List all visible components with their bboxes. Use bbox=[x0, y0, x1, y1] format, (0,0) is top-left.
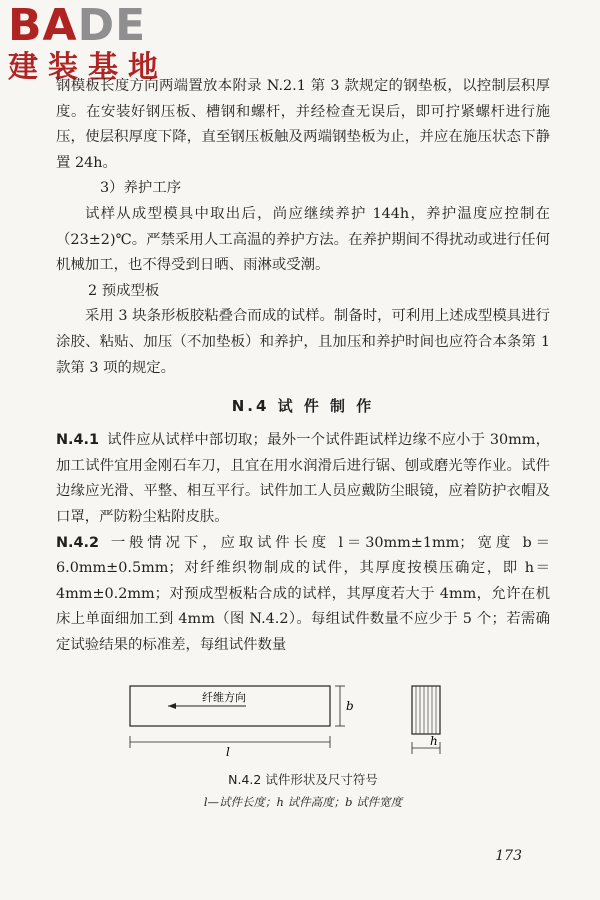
arrow-head bbox=[168, 703, 176, 709]
figure-caption: N.4.2 试件形状及尺寸符号 bbox=[228, 772, 378, 787]
section-title: N.4 试 件 制 作 bbox=[231, 397, 375, 416]
clause-n42 bbox=[56, 531, 550, 659]
dim-l-label: l bbox=[226, 745, 230, 759]
paragraph-curing: 试样从成型模具中取出后，尚应继续养护 144h，养护温度应控制在（23±2)℃。严禁采用人工高温的养护方法。在养护期间不得扰动或进行任何机械加工，也不得受到日晒、雨淋或受潮。 bbox=[56, 205, 550, 274]
paragraph-mold-pressing: 钢模板长度方向两端置放本附录 N.2.1 第 3 款规定的钢垫板，以控制层积厚度。在安装好钢压板、槽钢和螺杆，并经检查无误后，即可拧紧螺杆进行施压，使层积厚度下降，直至钢压板触及两端钢垫板为止，并应在施压状态下静置 24h。 bbox=[56, 78, 550, 171]
logo-chinese-name: 建装基地 bbox=[8, 50, 168, 85]
clause-text: 一般情况下，应取试件长度 l＝30mm±1mm；宽度 b＝6.0mm±0.5mm；对纤维织物制成的试件，其厚度按模压确定，即 h＝4mm±0.2mm；对预成型板粘合成的试样，其厚度若大于 4mm，允许在机床上单面细加工到 4mm（图 N.4.2）。每组试件数量不应少于 5 个；若需确定试验结果的标准差，每组试件数量 bbox=[56, 534, 550, 653]
clause-number: N.4.1 bbox=[56, 432, 100, 449]
page-number: 173 bbox=[495, 848, 522, 864]
clause-n41 bbox=[56, 428, 550, 530]
clause-text: 试件应从试样中部切取；最外一个试件距试样边缘不应小于 30mm，加工试件宜用金刚石车刀，且宜在用水润滑后进行锯、刨或磨光等作业。试件边缘应光滑、平整、相互平行。试件加工人员应戴防尘眼镜，应着防护衣帽及口罩，严防粉尘粘附皮肤。 bbox=[56, 432, 550, 525]
logo-wordmark: BADE bbox=[8, 0, 147, 51]
figure-legend: l—试件长度；h 试件高度；b 试件宽度 bbox=[203, 795, 403, 809]
subheading-curing: 3）养护工序 bbox=[100, 180, 182, 197]
dim-h-label: h bbox=[430, 734, 438, 748]
fiber-direction-label: 纤维方向 bbox=[202, 691, 246, 704]
page-body bbox=[56, 74, 550, 658]
specimen-diagram bbox=[56, 668, 550, 768]
dim-b-label: b bbox=[346, 699, 354, 713]
subheading-preformed-plate: 2 预成型板 bbox=[88, 282, 160, 299]
paragraph-preformed-plate: 采用 3 块条形板胶粘叠合而成的试样。制备时，可利用上述成型模具进行涂胶、粘贴、加压（不加垫板）和养护，且加压和养护时间也应符合本条第 1 款第 3 项的规定。 bbox=[56, 308, 550, 376]
figure-specimen bbox=[56, 668, 550, 828]
cross-section-hatch bbox=[416, 686, 436, 734]
clause-number: N.4.2 bbox=[56, 534, 100, 551]
